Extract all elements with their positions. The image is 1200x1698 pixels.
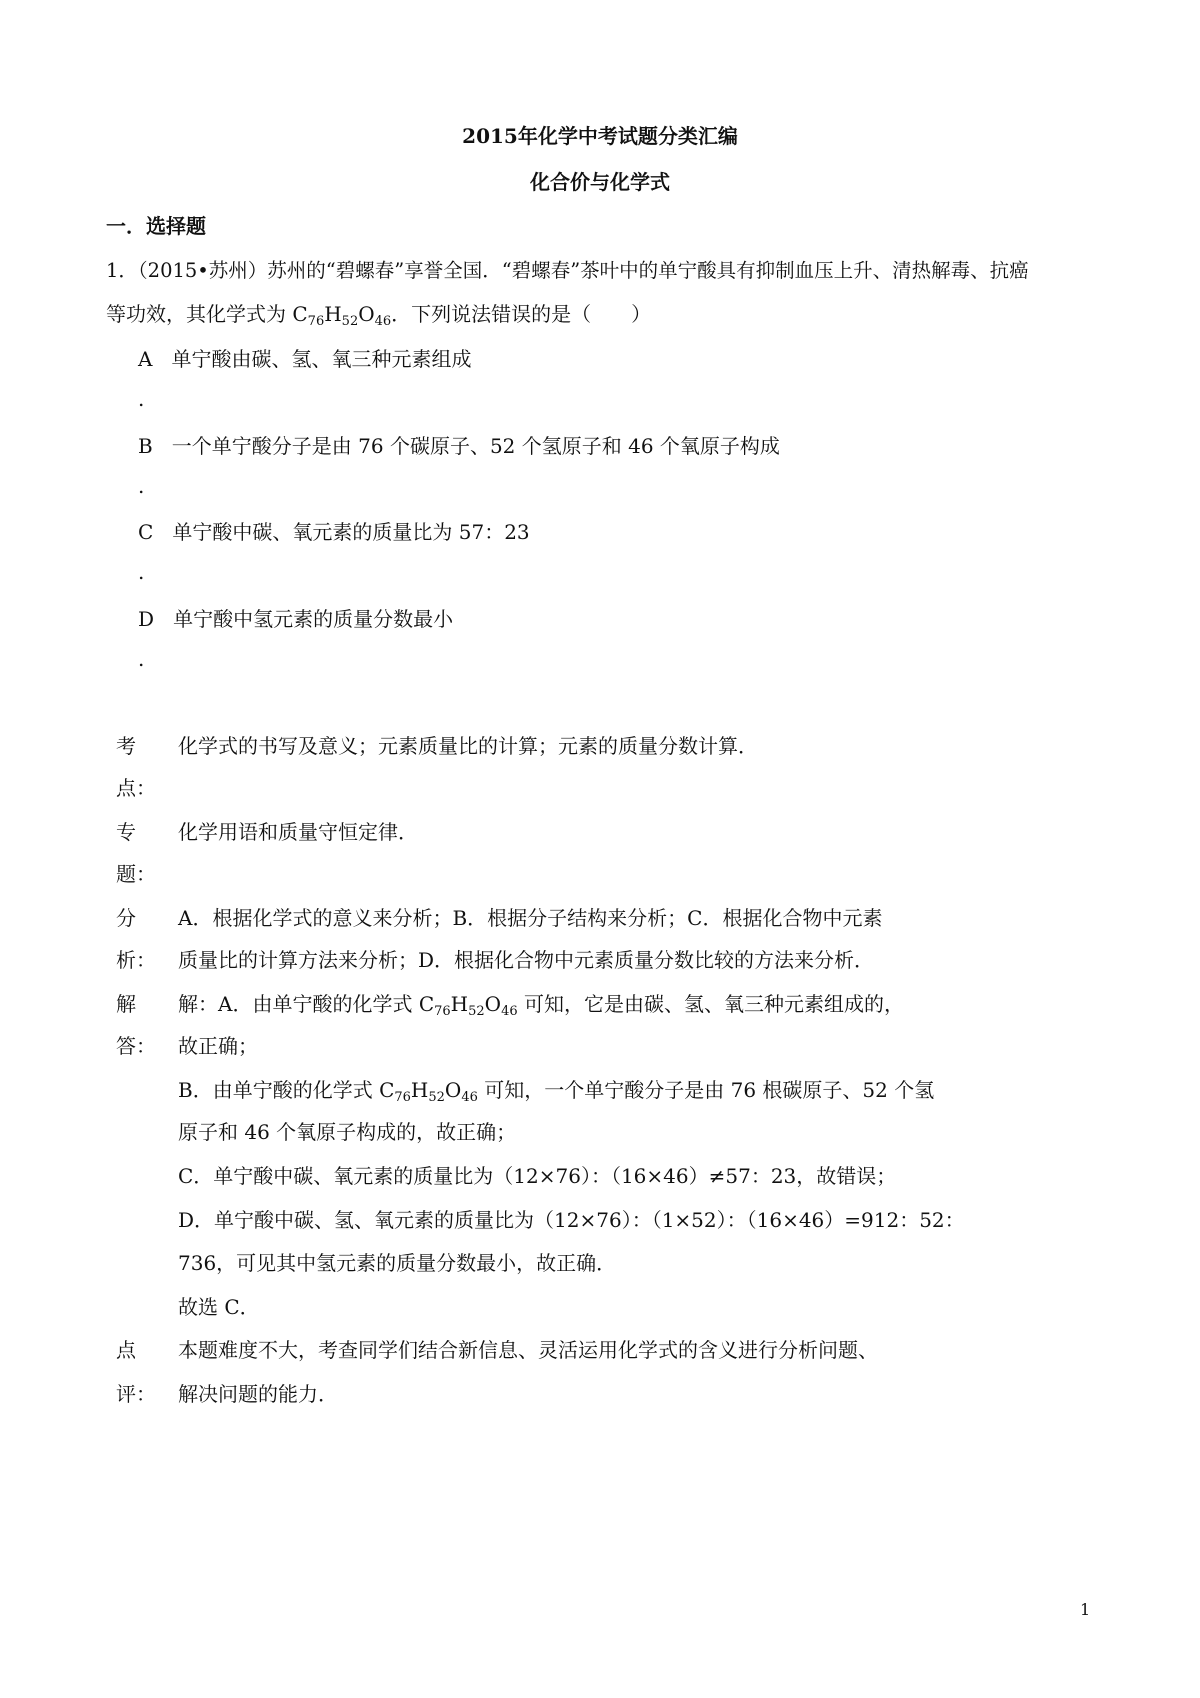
option-letter: A bbox=[138, 347, 153, 371]
option-b bbox=[138, 432, 780, 460]
option-c-dot: . bbox=[138, 560, 145, 584]
jieda-a-line-1: 解：A．由单宁酸的化学式 $C_{76}H_{52}O_{46}$ 可知，它是由碳、氢、氧三种元素组成的， bbox=[178, 992, 904, 1019]
fenxi-label-2: 析： bbox=[116, 948, 156, 972]
dianping-label-1: 点 bbox=[116, 1338, 136, 1362]
option-letter: D bbox=[138, 607, 155, 631]
option-text: 单宁酸中氢元素的质量分数最小 bbox=[173, 607, 454, 631]
document-subtitle: 化合价与化学式 bbox=[530, 170, 670, 194]
kaodian-label-2: 点： bbox=[116, 776, 156, 800]
jieda-a-line-2: 故正确； bbox=[178, 1034, 258, 1058]
question-stem-prefix: 等功效，其化学式为 bbox=[106, 302, 293, 326]
section-heading: 一．选择题 bbox=[106, 214, 206, 238]
option-d bbox=[138, 605, 453, 633]
question-stem-suffix: ．下列说法错误的是（ ） bbox=[391, 302, 652, 326]
page-number: 1 bbox=[1080, 1600, 1091, 1619]
jieda-conclusion: 故选 C． bbox=[178, 1295, 260, 1319]
option-letter: B bbox=[138, 434, 153, 458]
dianping-line-2: 解决问题的能力． bbox=[178, 1382, 338, 1406]
fenxi-line-1: A．根据化学式的意义来分析；B．根据分子结构来分析；C．根据化合物中元素 bbox=[178, 906, 883, 930]
zhuanti-text: 化学用语和质量守恒定律． bbox=[178, 820, 418, 844]
option-text: 单宁酸由碳、氢、氧三种元素组成 bbox=[171, 347, 472, 371]
zhuanti-label-2: 题： bbox=[116, 862, 156, 886]
jieda-d-line-2: 736，可见其中氢元素的质量分数最小，故正确． bbox=[178, 1251, 617, 1275]
option-letter: C bbox=[138, 520, 154, 544]
jieda-c-line: C．单宁酸中碳、氧元素的质量比为（12×76）：（16×46）≠57：23，故错误； bbox=[178, 1164, 897, 1188]
option-a bbox=[138, 345, 472, 373]
chemical-formula: $C_{76}H_{52}O_{46}$ bbox=[292, 302, 392, 329]
fenxi-label-1: 分 bbox=[116, 906, 136, 930]
document-title: 2015年化学中考试题分类汇编 bbox=[462, 124, 738, 148]
dianping-label-2: 评： bbox=[116, 1382, 156, 1406]
option-c bbox=[138, 518, 530, 546]
jieda-b-line-2: 原子和 46 个氧原子构成的，故正确； bbox=[178, 1120, 517, 1144]
option-b-dot: . bbox=[138, 474, 145, 498]
jieda-label-1: 解 bbox=[116, 992, 136, 1016]
jieda-d-line-1: D．单宁酸中碳、氢、氧元素的质量比为（12×76）：（1×52）：（16×46）=912：52： bbox=[178, 1208, 965, 1232]
chemical-formula: $C_{76}H_{52}O_{46}$ bbox=[379, 1078, 478, 1105]
zhuanti-label-1: 专 bbox=[116, 820, 136, 844]
question-stem-line-1: 1．（2015•苏州）苏州的“碧螺春”享誉全国．“碧螺春”茶叶中的单宁酸具有抑制血压上升、清热解毒、抗癌 bbox=[106, 259, 1029, 282]
chemical-formula: $C_{76}H_{52}O_{46}$ bbox=[418, 992, 518, 1019]
kaodian-label-1: 考 bbox=[116, 734, 136, 758]
question-stem-line-2 bbox=[106, 300, 651, 328]
dianping-line-1: 本题难度不大，考查同学们结合新信息、灵活运用化学式的含义进行分析问题、 bbox=[178, 1338, 878, 1362]
jieda-b-line-1: B．由单宁酸的化学式 $C_{76}H_{52}O_{46}$ 可知，一个单宁酸分子是由 76 根碳原子、52 个氢 bbox=[178, 1078, 935, 1105]
option-d-dot: . bbox=[138, 647, 145, 671]
jieda-label-2: 答： bbox=[116, 1034, 156, 1058]
option-text: 单宁酸中碳、氧元素的质量比为 57：23 bbox=[172, 520, 530, 544]
option-a-dot: . bbox=[138, 387, 145, 411]
option-text: 一个单宁酸分子是由 76 个碳原子、52 个氢原子和 46 个氧原子构成 bbox=[171, 434, 780, 458]
fenxi-line-2: 质量比的计算方法来分析；D．根据化合物中元素质量分数比较的方法来分析． bbox=[178, 948, 875, 972]
kaodian-text: 化学式的书写及意义；元素质量比的计算；元素的质量分数计算． bbox=[178, 734, 758, 758]
